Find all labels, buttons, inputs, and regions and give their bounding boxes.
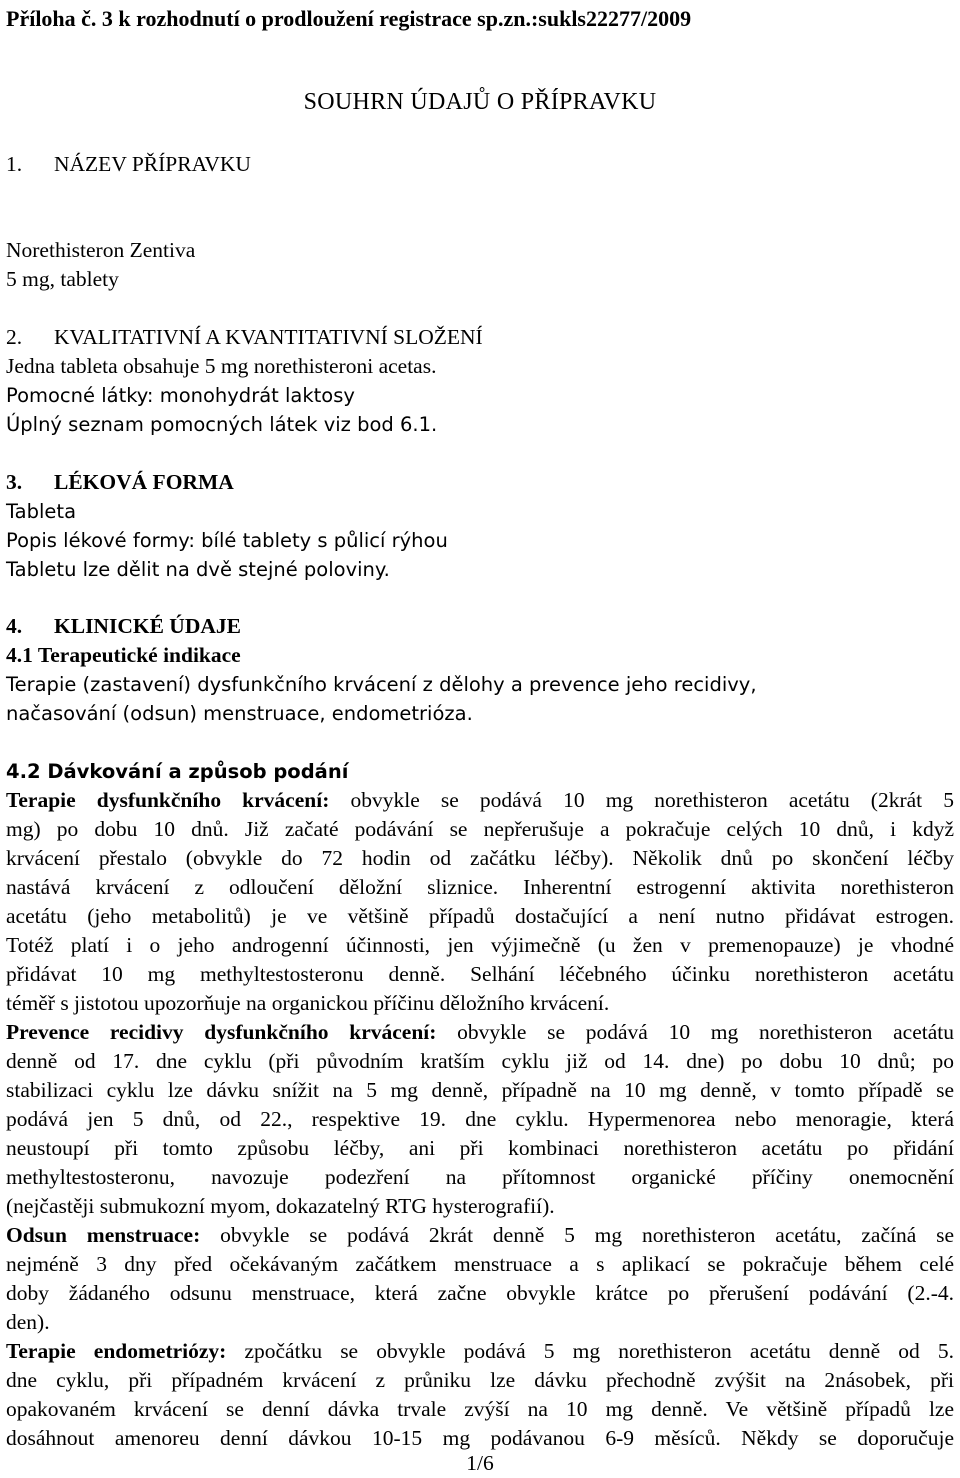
composition-line: Jedna tableta obsahuje 5 mg norethisteroni acetas.	[6, 354, 437, 378]
paragraph-line: stabilizaci cyklu lze dávku snížit na 5 mg denně, případně na 10 mg denně, v tomto případě se	[6, 1078, 954, 1102]
excipients-reference: Úplný seznam pomocných látek viz bod 6.1.	[6, 413, 438, 436]
paragraph-line: dosáhnout amenoreu denní dávkou 10-15 mg podávanou 6-9 měsíců. Někdy se doporučuje	[6, 1426, 954, 1450]
document-header: Příloha č. 3 k rozhodnutí o prodloužení registrace sp.zn.:sukls22277/2009	[6, 6, 692, 31]
paragraph-line: nejméně 3 dny před očekávaným začátkem menstruace a s aplikací se pokračuje během celé	[6, 1252, 954, 1276]
section-title: KVALITATIVNÍ A KVANTITATIVNÍ SLOŽENÍ	[54, 325, 483, 349]
dosage-form-note: Tabletu lze dělit na dvě stejné poloviny.	[6, 558, 390, 581]
excipients-line: Pomocné látky: monohydrát laktosy	[6, 384, 355, 407]
paragraph-line: opakovaném krvácení se denní dávka trvale zvýší na 10 mg denně. Ve většině případů lze	[6, 1397, 954, 1421]
paragraph-line: Totéž platí i o jeho androgenní účinnosti, jen výjimečně (u žen v premenopauze) je vhodné	[6, 933, 954, 957]
dosage-form: Tableta	[6, 500, 77, 523]
section-2-heading	[6, 323, 483, 352]
section-title: KLINICKÉ ÚDAJE	[54, 614, 241, 638]
section-1-heading	[6, 150, 251, 179]
section-title: LÉKOVÁ FORMA	[54, 470, 234, 494]
paragraph-line: doby žádaného odsunu menstruace, která začne obvykle krátce po přerušení podávání (2.-4.	[6, 1281, 954, 1305]
paragraph-line: Odsun menstruace: obvykle se podává 2krát denně 5 mg norethisteron acetátu, začíná se	[6, 1223, 955, 1247]
paragraph-line: krvácení přestalo (obvykle do 72 hodin od začátku léčby). Několik dnů po skončení léčby	[6, 846, 954, 870]
section-number: 2.	[6, 325, 23, 349]
paragraph-line: (nejčastěji submukozní myom, dokazatelný RTG hysterografií).	[6, 1194, 555, 1218]
product-name: Norethisteron Zentiva	[6, 238, 196, 262]
paragraph-bold-lead: Prevence recidivy dysfunkčního krvácení:	[6, 1020, 437, 1044]
paragraph-line: den).	[6, 1310, 50, 1334]
section-number: 1.	[6, 152, 23, 176]
paragraph-line: nastává krvácení z odloučení děložní sliznice. Inherentní estrogenní aktivita norethisteron	[6, 875, 954, 899]
paragraph-line: dne cyklu, při případném krvácení z průniku lze dávku přechodně zvýšit na 2násobek, při	[6, 1368, 954, 1392]
paragraph-line: Terapie endometriózy: zpočátku se obvykle podává 5 mg norethisteron acetátu denně od 5.	[6, 1339, 955, 1363]
paragraph-line: téměř s jistotou upozorňuje na organickou příčinu děložního krvácení.	[6, 991, 610, 1015]
paragraph-line: denně od 17. dne cyklu (při původním kratším cyklu již od 14. dne) po dobu 10 dnů; po	[6, 1049, 954, 1073]
section-title: NÁZEV PŘÍPRAVKU	[54, 152, 251, 176]
paragraph-line: Terapie dysfunkčního krvácení: obvykle se podává 10 mg norethisteron acetátu (2krát 5	[6, 788, 955, 812]
indication-line: Terapie (zastavení) dysfunkčního krvácení z dělohy a prevence jeho recidivy,	[6, 673, 757, 696]
section-4-heading	[6, 612, 241, 641]
paragraph-bold-lead: Terapie dysfunkčního krvácení:	[6, 788, 330, 812]
page-number: 1/6	[466, 1451, 494, 1475]
section-number: 3.	[6, 470, 23, 494]
paragraph-line: methyltestosteronu, navozuje podezření na přítomnost organické příčiny onemocnění	[6, 1165, 954, 1189]
paragraph-line: podává jen 5 dnů, od 22., respektive 19. dne cyklu. Hypermenorea nebo menoragie, která	[6, 1107, 954, 1131]
document-title: SOUHRN ÚDAJŮ O PŘÍPRAVKU	[303, 89, 657, 115]
subsection-4-2-heading: 4.2 Dávkování a způsob podání	[6, 760, 349, 783]
paragraph-bold-lead: Odsun menstruace:	[6, 1223, 201, 1247]
paragraph-line: neustoupí při tomto způsobu léčby, ani při kombinaci norethisteron acetátu po přidání	[6, 1136, 954, 1160]
paragraph-line: acetátu (jeho metabolitů) je ve většině případů dostačující a není nutno přidávat estrogen.	[6, 904, 954, 928]
section-3-heading	[6, 468, 234, 497]
paragraph-line: Prevence recidivy dysfunkčního krvácení: obvykle se podává 10 mg norethisteron acetátu	[6, 1020, 955, 1044]
indication-line: načasování (odsun) menstruace, endometrióza.	[6, 702, 473, 725]
paragraph-line: přidávat 10 mg methyltestosteronu denně. Selhání léčebného účinku norethisteron acetátu	[6, 962, 954, 986]
dosage-form-description: Popis lékové formy: bílé tablety s půlicí rýhou	[6, 529, 448, 552]
section-number: 4.	[6, 614, 23, 638]
product-strength: 5 mg, tablety	[6, 267, 119, 291]
paragraph-bold-lead: Terapie endometriózy:	[6, 1339, 227, 1363]
paragraph-line: mg) po dobu 10 dnů. Již začaté podávání se nepřerušuje a pokračuje celých 10 dnů, i když	[6, 817, 954, 841]
subsection-4-1-heading: 4.1 Terapeutické indikace	[6, 643, 241, 667]
